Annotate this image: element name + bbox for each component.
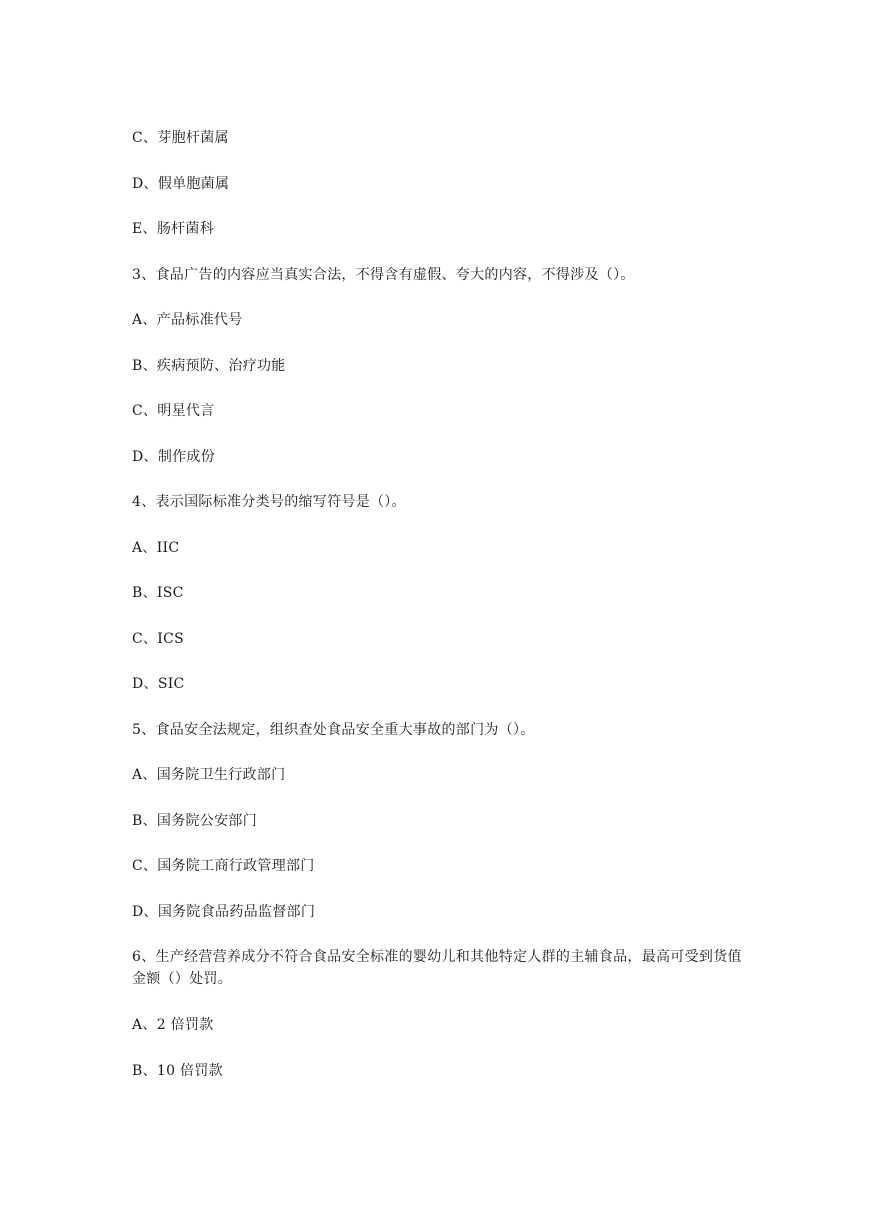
option-line: C、明星代言 [132,403,215,419]
option-line: A、产品标准代号 [132,312,243,328]
question-line: 5、食品安全法规定，组织查处食品安全重大事故的部门为（）。 [132,722,535,738]
option-line: B、国务院公安部门 [132,813,257,829]
option-line: D、假单胞菌属 [132,176,230,192]
option-line: A、IIC [132,540,180,556]
option-line: C、ICS [132,631,185,647]
question-line: 4、表示国际标准分类号的缩写符号是（）。 [132,494,406,510]
option-line: B、10 倍罚款 [132,1063,223,1079]
option-line: C、国务院工商行政管理部门 [132,858,315,874]
option-line: B、ISC [132,585,184,601]
option-line: A、2 倍罚款 [132,1017,214,1033]
option-line: B、疾病预防、治疗功能 [132,358,286,374]
question-line: 6、生产经营营养成分不符合食品安全标准的婴幼儿和其他特定人群的主辅食品，最高可受到货值金额（）处罚。 [132,949,742,987]
option-line: D、SIC [132,676,185,692]
option-line: A、国务院卫生行政部门 [132,767,286,783]
option-line: C、芽胞杆菌属 [132,130,229,146]
option-line: E、肠杆菌科 [132,221,215,237]
question-line: 3、食品广告的内容应当真实合法，不得含有虚假、夸大的内容，不得涉及（）。 [132,267,635,283]
option-line: D、国务院食品药品监督部门 [132,904,316,920]
option-line: D、制作成份 [132,449,216,465]
